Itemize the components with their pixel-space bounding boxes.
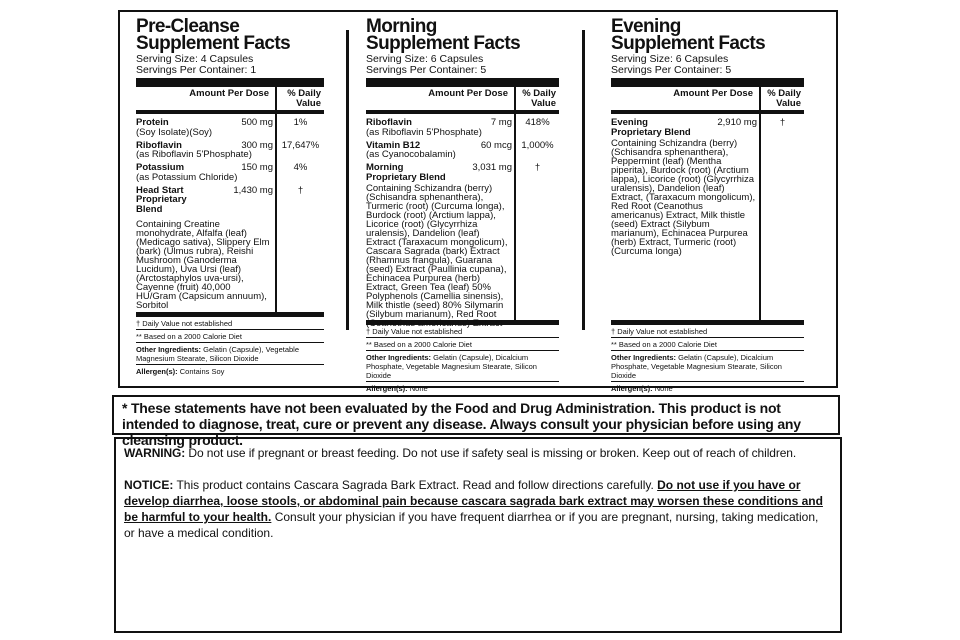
notice-paragraph [124,477,832,541]
facts-title: Supplement Facts [136,33,291,54]
column-divider [582,30,585,330]
notice-label: NOTICE: [124,478,174,492]
facts-footnotes [611,325,804,393]
nutrient-amount: 2,910 mg [717,117,757,128]
nutrient-name: Morning Proprietary Blend [366,162,446,183]
facts-header [136,87,324,114]
other-ingredients-label: Other Ingredients: [611,353,677,362]
notice-text: Consult your physician if you have frequent diarrhea or if you are pregnant, nursing, taking medication, or have a medical condition. [124,510,819,540]
facts-body [366,114,559,329]
facts-header [366,87,559,114]
nutrient-source: (Soy Isolate)(Soy) [136,126,213,138]
notice-text: This product contains Cascara Sagrada Bark Extract. Read and follow directions carefully. [173,478,658,492]
facts-body [611,114,804,320]
warning-label: WARNING: [124,446,186,460]
blend-ingredients: Containing Schizandra (berry) (Schisandra sphenanthera), Peppermint (leaf) (Mentha piperita), Burdock (root) (Arctium lappa), Licorice (root) (Glycyrrhiza uralensis), Dandelion (leaf) Extract, (Taraxacum mongolicum), Red Root (Ceanothus americanus) Extract, Milk thistle (seed) Extract (Silybum marianum), Echinacea Purpurea (herb) Extract, Turmeric (root) (Curcuma longa) [611,138,756,257]
morning-facts [366,18,559,393]
daily-value: † [297,184,304,196]
daily-value: † [779,117,786,128]
nutrient-row [366,159,514,182]
blend-ingredients: Containing Schizandra (berry) (Schisandra sphenanthera), Turmeric (root) (Curcuma longa), Burdock (root) (Arctium lappa), Licorice (root) (Glycyrrhiza uralensis), Dandelion (leaf) Extract (Taraxacum mongolicum), Cascara Sagrada (bark) Extract (Rhamnus frangula), Guarana (seed) Extract (Paullinia cupana), Echinacea Purpurea (herb) Extract, Green Tea (leaf) 50% Polyphenols (Camellia sinensis), Milk thistle (seed) 80% Silymarin (Silybum marianum), Red Root (Ceanothus americanus) Extract [366,183,508,329]
allergens: None [409,384,428,393]
allergen-label: Allergen(s): [366,384,408,393]
daily-value-header: % Daily Value [767,88,801,109]
nutrient-name: Riboflavin [136,139,182,151]
calorie-footnote: ** Based on a 2000 Calorie Diet [611,340,717,349]
fda-disclaimer: * These statements have not been evaluated by the Food and Drug Administration. This product is not intended to diagnose, treat, cure or prevent any disease. Always consult your physician before using any cleansing product. [112,395,840,435]
nutrient-source: (as Cyanocobalamin) [366,149,456,160]
daily-value-header: % Daily Value [522,88,556,109]
other-ingredients: Gelatin (Capsule), Dicalcium Phosphate, Vegetable Magnesium Stearate, Silicon Dioxide [611,353,782,380]
nutrient-row [136,159,275,173]
daily-value: 17,647% [281,139,320,151]
blend-ingredients: Containing Creatine monohydrate, Alfalfa (leaf) (Medicago sativa), Slippery Elm (bark) (Ulmus rubra), Reishi Mushroom (Ganoderma Lucidum), Uva Ursi (leaf) (Arctostaphylos uva-ursi), Cayenne (fruit) 40,000 HU/Gram (Capsicum annuum), Sorbitol [136,219,270,311]
daily-value: 4% [293,162,308,173]
nutrient-source: (as Riboflavin 5'Phosphate) [366,126,482,138]
nutrient-row [366,137,514,151]
facts-title: Supplement Facts [611,33,766,54]
evening-facts [611,18,804,393]
thick-rule [366,78,559,87]
nutrient-source: (as Riboflavin 5'Phosphate) [136,149,252,160]
facts-header [611,87,804,114]
thick-rule [611,78,804,87]
daily-value-header: % Daily Value [287,88,321,109]
nutrient-row [366,114,514,128]
amount-header: Amount Per Dose [611,87,761,110]
allergens: Contains Soy [179,367,225,376]
amount-header: Amount Per Dose [136,87,277,110]
nutrient-row [611,114,759,137]
facts-title: Supplement Facts [366,33,521,54]
daily-value: 418% [525,117,550,128]
nutrient-amount: 300 mg [241,139,273,151]
allergen-label: Allergen(s): [611,384,653,393]
nutrient-row [136,182,275,215]
nutrient-name: Riboflavin [366,117,412,128]
facts-footnotes [366,325,559,393]
warning-paragraph [124,445,832,461]
column-divider [346,30,349,330]
nutrient-amount: 150 mg [241,162,273,173]
other-ingredients-label: Other Ingredients: [366,353,432,362]
daily-value: 1,000% [521,139,554,151]
dv-footnote: † Daily Value not established [136,319,233,328]
nutrient-name: Evening Proprietary Blend [611,117,691,138]
nutrient-name: Vitamin B12 [366,139,421,151]
calorie-footnote: ** Based on a 2000 Calorie Diet [366,340,472,349]
nutrient-source: (as Potassium Chloride) [136,171,238,183]
allergens: None [654,384,673,393]
nutrient-amount: 3,031 mg [472,162,512,173]
nutrient-amount: 1,430 mg [233,184,273,196]
nutrient-name: Protein [136,117,169,128]
nutrient-name: Potassium [136,162,185,173]
nutrient-row [136,137,275,151]
other-ingredients-label: Other Ingredients: [136,345,202,354]
daily-value: † [534,162,541,173]
other-ingredients: Gelatin (Capsule), Dicalcium Phosphate, Vegetable Magnesium Stearate, Silicon Dioxide [366,353,537,380]
dv-footnote: † Daily Value not established [366,327,463,336]
nutrient-amount: 7 mg [490,117,512,128]
serving-size: Serving Size: 6 Capsules [366,53,484,65]
precleanse-facts [136,18,324,376]
other-ingredients: Gelatin (Capsule), Vegetable Magnesium Stearate, Silicon Dioxide [136,345,300,363]
warning-text: Do not use if pregnant or breast feeding. Do not use if safety seal is missing or broken. Keep out of reach of children. [185,446,797,460]
nutrient-amount: 60 mcg [480,139,512,151]
dv-footnote: † Daily Value not established [611,327,708,336]
servings-per-container: Servings Per Container: 1 [136,64,257,76]
facts-title: Pre-Cleanse [136,16,240,37]
allergen-label: Allergen(s): [136,367,178,376]
daily-value: 1% [293,117,308,128]
nutrient-name: Head Start Proprietary Blend [136,184,187,215]
notice-emphasis: Do not use if you have or develop diarrhea, loose stools, or abdominal pain because cascara sagrada bark extract may worsen these conditions and be harmful to your health. [124,478,823,524]
facts-title: Evening [611,16,681,37]
facts-title: Morning [366,16,437,37]
warning-box [114,437,842,633]
facts-body [136,114,324,312]
servings-per-container: Servings Per Container: 5 [366,64,487,76]
calorie-footnote: ** Based on a 2000 Calorie Diet [136,332,242,341]
nutrient-amount: 500 mg [241,117,273,128]
thick-rule [136,78,324,87]
amount-header: Amount Per Dose [366,87,516,110]
nutrient-row [136,114,275,128]
serving-size: Serving Size: 6 Capsules [611,53,729,65]
facts-footnotes [136,317,324,376]
serving-size: Serving Size: 4 Capsules [136,53,254,65]
servings-per-container: Servings Per Container: 5 [611,64,732,76]
